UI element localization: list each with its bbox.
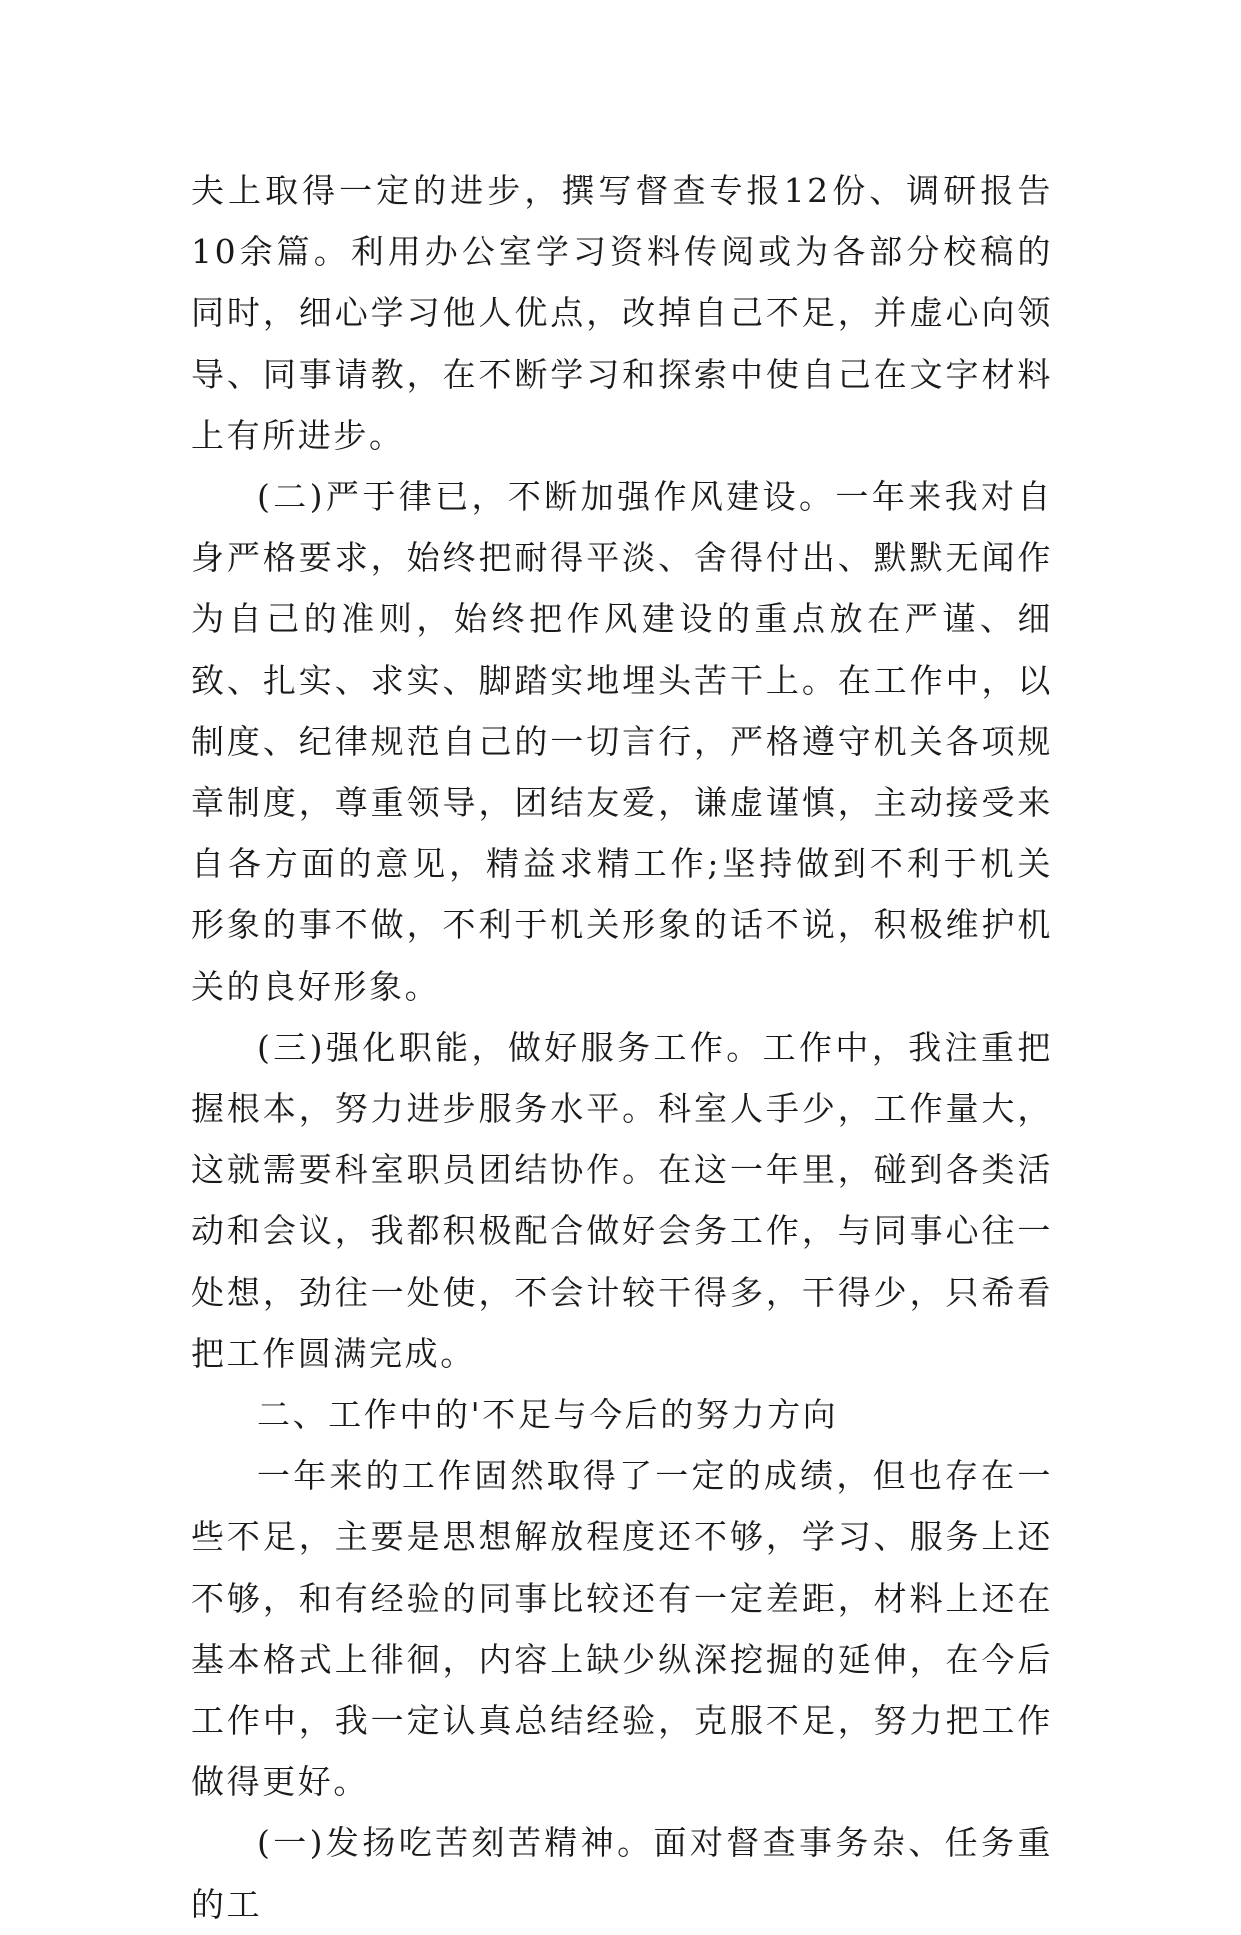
paragraph-style-building: (二)严于律已，不断加强作风建设。一年来我对自身严格要求，始终把耐得平淡、舍得付出、默默无闻作为自己的准则，始终把作风建设的重点放在严谨、细致、扎实、求实、脚踏实地埋头苦干上。在工作中，以制度、纪律规范自己的一切言行，严格遵守机关各项规章制度，尊重领导，团结友爱，谦虚谨慎，主动接受来自各方面的意见，精益求精工作;坚持做到不利于机关形象的事不做，不利于机关形象的话不说，积极维护机关的良好形象。 xyxy=(191,477,1053,1006)
paragraph-shortcomings: 一年来的工作固然取得了一定的成绩，但也存在一些不足，主要是思想解放程度还不够，学习、服务上还不够，和有经验的同事比较还有一定差距，材料上还在基本格式上徘徊，内容上缺少纵深挖掘的延伸，在今后工作中，我一定认真总结经验，克服不足，努力把工作做得更好。 xyxy=(191,1456,1053,1802)
paragraph-hard-work: (一)发扬吃苦刻苦精神。面对督查事务杂、任务重的工 xyxy=(191,1823,1053,1924)
document-body xyxy=(191,160,1053,1935)
paragraph-continuation: 夫上取得一定的进步，撰写督查专报12份、调研报告10余篇。利用办公室学习资料传阅或为各部分校稿的同时，细心学习他人优点，改掉自己不足，并虚心向领导、同事请教，在不断学习和探索中使自己在文字材料上有所进步。 xyxy=(191,171,1053,455)
paragraph-service-work: (三)强化职能，做好服务工作。工作中，我注重把握根本，努力进步服务水平。科室人手少，工作量大，这就需要科室职员团结协作。在这一年里，碰到各类活动和会议，我都积极配合做好会务工作，与同事心往一处想，劲往一处使，不会计较干得多，干得少，只希看把工作圆满完成。 xyxy=(191,1027,1053,1373)
section-heading-shortcomings: 二、工作中的'不足与今后的努力方向 xyxy=(257,1395,839,1435)
